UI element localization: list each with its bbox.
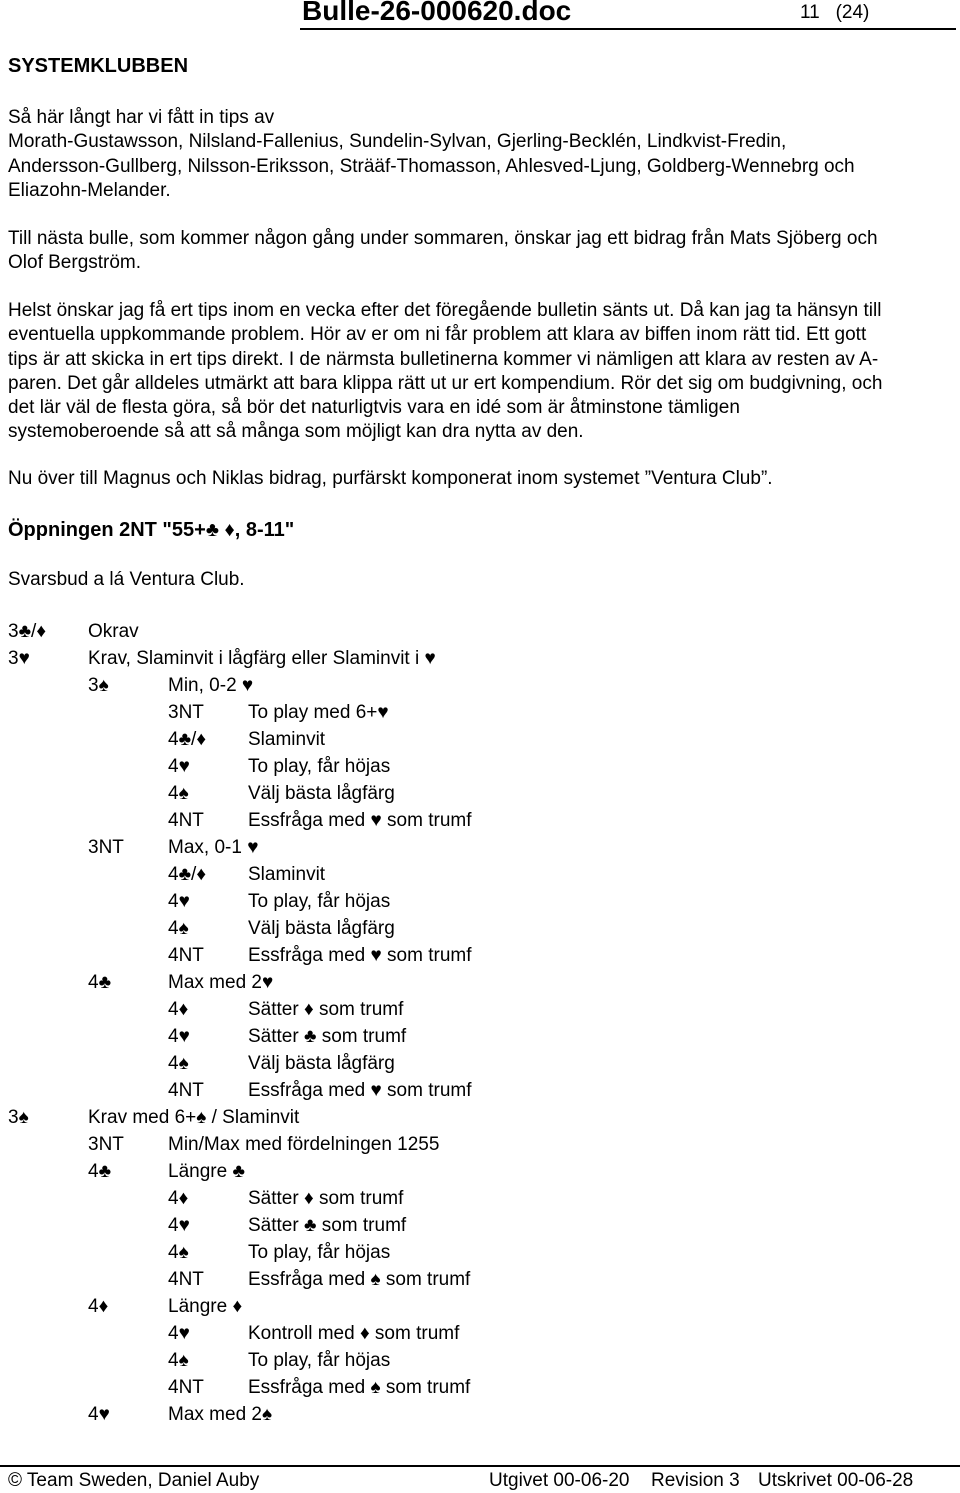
bid-call: 3NT (168, 702, 204, 723)
bid-row (168, 1347, 940, 1374)
bid-call: 4NT (168, 810, 204, 831)
bid-call: 4NT (168, 1269, 204, 1290)
bid-meaning: Min/Max med fördelningen 1255 (168, 1134, 440, 1155)
bid-row (168, 780, 940, 807)
next-bulletin-line: Till nästa bulle, som kommer någon gång under sommaren, önskar jag ett bidrag från Mats Sjöberg och (8, 228, 878, 249)
bid-meaning: Min, 0-2 ♥ (168, 675, 254, 696)
bid-row (88, 1131, 940, 1158)
bid-meaning: Slaminvit (248, 729, 326, 750)
bid-call: 3♠ (8, 1107, 29, 1128)
bid-call: 4♦ (88, 1296, 109, 1317)
bid-call: 4NT (168, 945, 204, 966)
bid-row (88, 1158, 940, 1185)
intro-line: Eliazohn-Melander. (8, 179, 171, 201)
bid-row (88, 672, 940, 699)
bid-row (88, 969, 940, 996)
bid-call: 4♣/♦ (168, 729, 207, 750)
bid-call: 4♠ (168, 783, 189, 804)
bid-meaning: Essfråga med ♥ som trumf (248, 945, 472, 966)
bid-meaning: To play, får höjas (248, 756, 391, 777)
bid-meaning: Essfråga med ♥ som trumf (248, 1080, 472, 1101)
bid-call: 4♥ (168, 891, 190, 912)
bid-call: 4♣ (88, 1161, 112, 1182)
bid-row (168, 699, 940, 726)
bid-meaning: To play, får höjas (248, 1350, 391, 1371)
bid-row (168, 1050, 940, 1077)
bid-meaning: Längre ♣ (168, 1161, 245, 1182)
bid-meaning: To play, får höjas (248, 891, 391, 912)
bid-call: 3NT (88, 837, 124, 858)
bid-row (168, 942, 940, 969)
intro-paragraph (8, 106, 958, 203)
bid-meaning: Essfråga med ♠ som trumf (248, 1269, 471, 1290)
bid-call: 4♥ (88, 1404, 110, 1425)
header-rule (300, 28, 956, 30)
tips-line: det lär väl de flesta göra, så bör det naturligtvis vara en idé som är åtminstone tämligen (8, 397, 740, 419)
bid-call: 3♥ (8, 648, 30, 669)
tips-paragraph (8, 299, 958, 445)
bid-call: 4♥ (168, 1323, 190, 1344)
club-title: SYSTEMKLUBBEN (8, 55, 189, 77)
bid-call: 4♠ (168, 1242, 189, 1263)
bid-call: 4♠ (168, 1053, 189, 1074)
footer-printed: Utskrivet 00-06-28 (758, 1470, 914, 1491)
bid-meaning: Essfråga med ♠ som trumf (248, 1377, 471, 1398)
bid-meaning: Välj bästa lågfärg (248, 1053, 395, 1074)
bid-meaning: Krav med 6+♠ / Slaminvit (88, 1107, 300, 1128)
bid-row (88, 1401, 940, 1428)
bid-call: 4NT (168, 1377, 204, 1398)
bid-row (168, 888, 940, 915)
bid-row (168, 1239, 940, 1266)
bid-meaning: Sätter ♦ som trumf (248, 1188, 404, 1209)
bid-row (8, 1104, 940, 1131)
bid-call: 4♦ (168, 999, 189, 1020)
bid-call: 3♣/♦ (8, 621, 47, 642)
opening-heading: Öppningen 2NT "55+♣ ♦, 8-11" (8, 519, 295, 541)
bid-call: 3♠ (88, 675, 109, 696)
bid-call: 4♥ (168, 756, 190, 777)
footer-revision: Revision 3 (651, 1470, 740, 1491)
bid-meaning: Sätter ♣ som trumf (248, 1026, 407, 1047)
bid-meaning: Essfråga med ♥ som trumf (248, 810, 472, 831)
bid-meaning: To play, får höjas (248, 1242, 391, 1263)
tips-line: tips är att skicka in ert tips direkt. I de närmsta bulletinerna kommer vi nämligen att klara av resten av A- (8, 348, 879, 370)
bid-row (8, 618, 940, 645)
bid-call: 4♠ (168, 918, 189, 939)
intro-line: Så här långt har vi fått in tips av (8, 107, 275, 128)
bid-call: 4♣ (88, 972, 112, 993)
tips-line: Helst önskar jag få ert tips inom en vecka efter det föregående bulletin sänts ut. Då kan jag ta hänsyn till (8, 300, 882, 321)
bid-row (168, 1185, 940, 1212)
bid-row (88, 834, 940, 861)
bid-meaning: Slaminvit (248, 864, 326, 885)
bid-call: 4♠ (168, 1350, 189, 1371)
ventura-line: Nu över till Magnus och Niklas bidrag, purfärskt komponerat inom systemet ”Ventura Club”. (8, 468, 773, 489)
bid-meaning: Välj bästa lågfärg (248, 783, 395, 804)
tips-line: eventuella uppkommande problem. Hör av er om ni får problem att klara av biffen inom rätt tid. Ett gott (8, 324, 867, 346)
bid-meaning: Välj bästa lågfärg (248, 918, 395, 939)
bid-call: 4NT (168, 1080, 204, 1101)
bid-row (168, 1320, 940, 1347)
bid-row (168, 996, 940, 1023)
bid-row (168, 1374, 940, 1401)
bid-meaning: Sätter ♣ som trumf (248, 1215, 407, 1236)
bid-meaning: Max med 2♠ (168, 1404, 273, 1425)
bid-call: 4♦ (168, 1188, 189, 1209)
bid-row (8, 645, 940, 672)
bid-row (168, 915, 940, 942)
ventura-paragraph (8, 467, 958, 491)
bid-row (168, 753, 940, 780)
responses-subheading: Svarsbud a lá Ventura Club. (8, 569, 245, 590)
footer-rule (0, 1465, 960, 1467)
footer-copyright: © Team Sweden, Daniel Auby (8, 1470, 260, 1491)
intro-line: Andersson-Gullberg, Nilsson-Eriksson, Strääf-Thomasson, Ahlesved-Ljung, Goldberg-Wennebrg och (8, 155, 855, 177)
next-bulletin-paragraph (8, 227, 958, 276)
bid-call: 4♥ (168, 1026, 190, 1047)
bid-row (168, 1266, 940, 1293)
bid-meaning: Krav, Slaminvit i lågfärg eller Slaminvit i ♥ (88, 648, 436, 669)
bid-meaning: Max, 0-1 ♥ (168, 837, 259, 858)
bid-call: 4♥ (168, 1215, 190, 1236)
bid-call: 3NT (88, 1134, 124, 1155)
bid-meaning: Längre ♦ (168, 1296, 243, 1317)
bid-row (88, 1293, 940, 1320)
tips-line: systemoberoende så att så många som möjligt kan dra nytta av den. (8, 421, 584, 443)
bid-row (168, 807, 940, 834)
bid-row (168, 1077, 940, 1104)
bid-row (168, 1023, 940, 1050)
bid-row (168, 726, 940, 753)
page-total: (24) (835, 2, 870, 23)
bid-meaning: Kontroll med ♦ som trumf (248, 1323, 460, 1344)
page-number (800, 1, 869, 25)
bid-row (168, 861, 940, 888)
footer-published: Utgivet 00-06-20 (489, 1470, 630, 1491)
bid-meaning: Sätter ♦ som trumf (248, 999, 404, 1020)
bid-meaning: Max med 2♥ (168, 972, 274, 993)
document-filename: Bulle-26-000620.doc (302, 0, 572, 26)
bid-meaning: Okrav (88, 621, 139, 642)
intro-line: Morath-Gustawsson, Nilsland-Fallenius, Sundelin-Sylvan, Gjerling-Becklén, Lindkvist-Fredin, (8, 131, 787, 153)
bid-call: 4♣/♦ (168, 864, 207, 885)
page-current: 11 (800, 2, 820, 23)
next-bulletin-line: Olof Bergström. (8, 252, 142, 274)
bid-meaning: To play med 6+♥ (248, 702, 389, 723)
tips-line: paren. Det går alldeles utmärkt att bara klippa rätt ut ur ert kompendium. Rör det sig om budgivning, och (8, 372, 883, 394)
bid-row (168, 1212, 940, 1239)
